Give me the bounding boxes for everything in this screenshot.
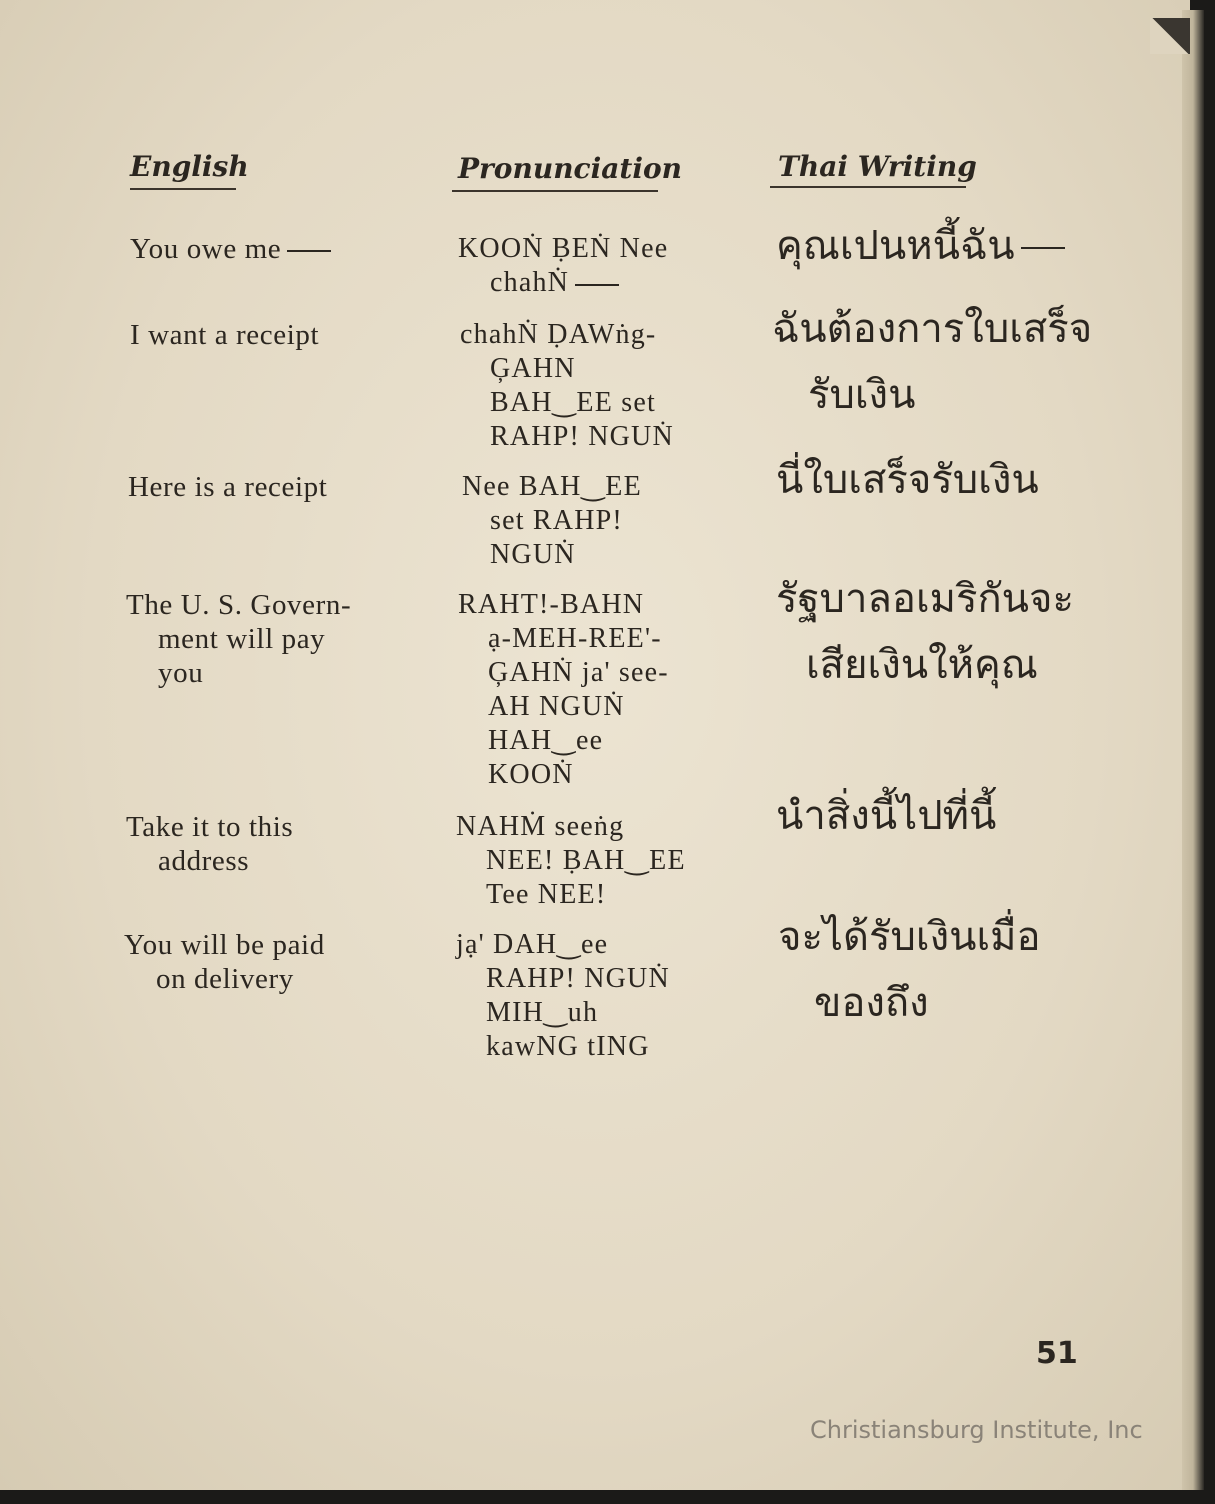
row-4-pron-line: RAHT!-BAHN: [458, 589, 645, 620]
row-3-pron-line: NGUṄ: [490, 539, 576, 570]
header-pronunciation: Pronunciation: [458, 152, 682, 185]
row-6-thai-line: จะได้รับเงินเมื่อ: [778, 914, 1041, 960]
row-2-pron-line: ĢAHN: [490, 353, 576, 384]
row-3-thai: [776, 450, 1039, 510]
row-5-pron-line: Tee NEE!: [486, 879, 607, 910]
row-6-thai: [778, 904, 1041, 1036]
row-3-thai-line: นี่ใบเสร็จรับเงิน: [776, 457, 1039, 503]
row-4-pron-line: AH NGUṄ: [488, 691, 625, 722]
row-4-pronunciation: [458, 588, 669, 792]
row-1-thai: [776, 218, 1065, 274]
header-english-underline: [130, 188, 236, 190]
row-2-pron-line: BAH‿EE set: [490, 387, 656, 418]
row-4-english-line: you: [158, 657, 204, 689]
row-6-pron-line: jạ' DAH‿ee: [456, 929, 609, 960]
row-5-english-line: Take it to this: [126, 811, 294, 843]
row-1-english: [130, 232, 331, 266]
row-3-english-line: Here is a receipt: [128, 471, 328, 503]
row-4-pron-line: HAH‿ee: [488, 725, 604, 756]
header-pronunciation-underline: [452, 190, 658, 192]
row-5-english-line: address: [158, 845, 250, 877]
page-number: 51: [1036, 1336, 1078, 1371]
row-1-pronunciation: [458, 232, 668, 300]
page-edge: [1182, 10, 1204, 1490]
row-2-thai-line: รับเงิน: [808, 372, 916, 418]
row-6-english: [124, 928, 325, 996]
row-2-thai-line: ฉันต้องการใบเสร็จ: [772, 306, 1093, 352]
credit-watermark: Christiansburg Institute, Inc: [810, 1416, 1143, 1444]
blank-line: [1021, 247, 1065, 249]
row-6-pronunciation: [456, 928, 670, 1064]
row-4-english: [126, 588, 351, 690]
row-4-thai-line: รัฐบาลอเมริกันจะ: [776, 576, 1074, 622]
row-4-english-line: ment will pay: [158, 623, 326, 655]
row-6-english-line: You will be paid: [124, 929, 325, 961]
row-4-thai: [776, 566, 1074, 698]
row-6-pron-line: MIH‿uh: [486, 997, 599, 1028]
row-5-thai: [776, 786, 996, 846]
row-5-pron-line: NEE! ḄAH‿EE: [486, 845, 686, 876]
row-3-pron-line: Nee BAH‿EE: [462, 471, 642, 502]
row-6-pron-line: kawNG tING: [486, 1031, 650, 1062]
folded-corner: [1150, 18, 1190, 54]
row-2-english-line: I want a receipt: [130, 319, 320, 351]
row-5-english: [126, 810, 293, 878]
row-4-english-line: The U. S. Govern-: [126, 589, 352, 621]
row-4-thai-line: เสียเงินให้คุณ: [806, 642, 1038, 688]
row-1-pron-line: chahṄ: [490, 267, 570, 298]
row-5-pronunciation: [456, 810, 686, 912]
blank-line: [287, 250, 331, 252]
header-thai-underline: [770, 186, 966, 188]
row-3-english: [128, 470, 327, 504]
row-6-thai-line: ของถึง: [814, 980, 929, 1026]
row-3-pron-line: set RAHP!: [490, 505, 623, 536]
row-2-pron-line: RAHP! NGUṄ: [490, 421, 674, 452]
row-1-thai-line: คุณเปนหนี้ฉัน: [776, 223, 1015, 269]
row-1-english-line: You owe me: [130, 233, 282, 265]
row-4-pron-line: KOOṄ: [488, 759, 574, 790]
row-2-pronunciation: [460, 318, 674, 454]
row-6-pron-line: RAHP! NGUṄ: [486, 963, 670, 994]
header-english: English: [130, 150, 249, 183]
row-5-pron-line: NAHṀ seeṅg: [456, 811, 625, 842]
row-1-pron-line: KOOṄ ḄEṄ Nee: [458, 233, 669, 264]
row-2-pron-line: chahṄ ḌAWṅg-: [460, 319, 657, 350]
header-thai: Thai Writing: [778, 150, 977, 183]
row-4-pron-line: ạ-MEH-REE'-: [488, 623, 662, 654]
row-2-english: [130, 318, 319, 352]
row-3-pronunciation: [462, 470, 642, 572]
blank-line: [575, 284, 619, 286]
row-5-thai-line: นำสิ่งนี้ไปที่นี้: [776, 793, 997, 839]
row-2-thai: [772, 296, 1092, 428]
row-4-pron-line: ĢAHṄ ja' see-: [488, 657, 669, 688]
row-6-english-line: on delivery: [156, 963, 294, 995]
